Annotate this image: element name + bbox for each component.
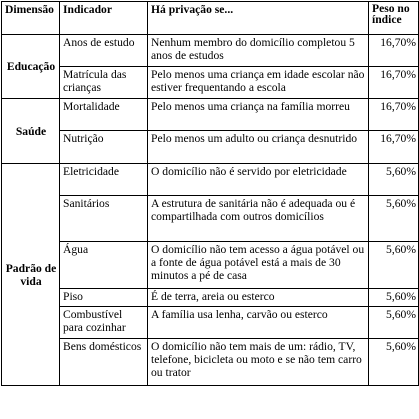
weight-cell: 5,60%: [369, 289, 419, 307]
table-row: [2, 164, 419, 196]
weight-cell: 5,60%: [369, 307, 419, 339]
table-row: [2, 196, 419, 242]
deprivation-cell: Pelo menos uma criança na família morreu: [148, 99, 369, 131]
table-row: [2, 67, 419, 99]
header-weight: [369, 2, 419, 35]
weight-cell: 16,70%: [369, 67, 419, 99]
table-row: [2, 339, 419, 386]
weight-cell: 5,60%: [369, 196, 419, 242]
deprivation-cell: É de terra, areia ou esterco: [148, 289, 369, 307]
header-indicator: Indicador: [60, 2, 148, 35]
deprivation-cell: O domicílio não tem acesso a água potável ou a fonte de água potável está a mais de 30 minutos a pé de casa: [148, 242, 369, 289]
indicator-cell: Nutrição: [60, 131, 148, 164]
indicator-cell: Água: [60, 242, 148, 289]
indicator-cell: Bens domésticos: [60, 339, 148, 386]
header-deprivation: Há privação se...: [148, 2, 369, 35]
indicator-cell: Matrícula das crianças: [60, 67, 148, 99]
weight-cell: 5,60%: [369, 164, 419, 196]
deprivation-cell: Nenhum membro do domicílio completou 5 anos de estudos: [148, 35, 369, 67]
indicator-cell: Combustível para cozinhar: [60, 307, 148, 339]
indicator-cell: Mortalidade: [60, 99, 148, 131]
table-row: [2, 242, 419, 289]
indicator-cell: Eletricidade: [60, 164, 148, 196]
header-row: [2, 2, 419, 35]
deprivation-cell: Pelo menos uma criança em idade escolar não estiver frequentando a escola: [148, 67, 369, 99]
deprivation-cell: A família usa lenha, carvão ou esterco: [148, 307, 369, 339]
deprivation-cell: O domicílio não é servido por eletricidade: [148, 164, 369, 196]
weight-cell: 5,60%: [369, 242, 419, 289]
indicator-cell: Piso: [60, 289, 148, 307]
dimension-living-standard: Padrão de vida: [2, 164, 60, 386]
dimension-health: Saúde: [2, 99, 60, 164]
deprivation-cell: A estrutura de sanitária não é adequada ou é compartilhada com outros domicílios: [148, 196, 369, 242]
table-row: [2, 131, 419, 164]
mpi-indicators-table: [1, 1, 419, 386]
weight-cell: 5,60%: [369, 339, 419, 386]
header-weight-line1: Peso no: [372, 2, 410, 15]
weight-cell: 16,70%: [369, 99, 419, 131]
indicator-cell: Sanitários: [60, 196, 148, 242]
dimension-education: Educação: [2, 35, 60, 99]
header-weight-line2: índice: [372, 13, 402, 26]
table-row: [2, 35, 419, 67]
deprivation-cell: O domicílio não tem mais de um: rádio, TV, telefone, bicicleta ou moto e se não tem carro ou trator: [148, 339, 369, 386]
indicator-cell: Anos de estudo: [60, 35, 148, 67]
deprivation-cell: Pelo menos um adulto ou criança desnutrido: [148, 131, 369, 164]
header-dimension: Dimensão: [2, 2, 60, 35]
weight-cell: 16,70%: [369, 131, 419, 164]
weight-cell: 16,70%: [369, 35, 419, 67]
table-row: [2, 99, 419, 131]
table-row: [2, 289, 419, 307]
table-row: [2, 307, 419, 339]
